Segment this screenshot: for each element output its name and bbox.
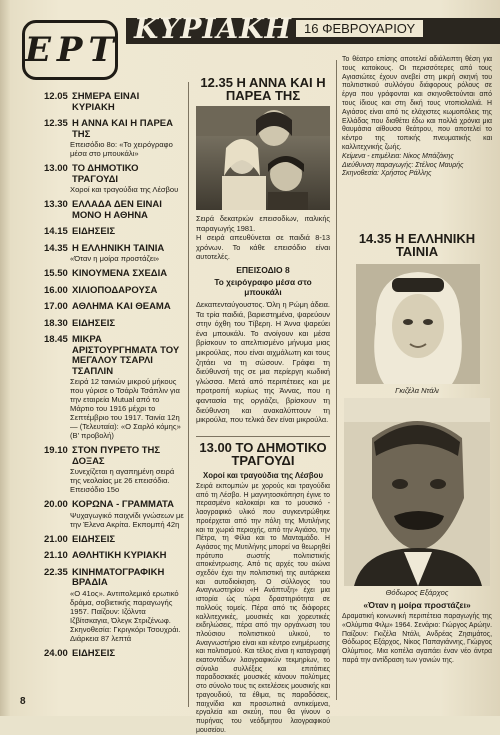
schedule-time-title: ΣΗΜΕΡΑ ΕΙΝΑΙ ΚΥΡΙΑΚΗ [72, 91, 140, 113]
schedule-time-title: ΜΙΚΡΑ ΑΡΙΣΤΟΥΡΓΗΜΑΤΑ ΤΟΥ ΜΕΓΑΛΟΥ ΤΣΑΡΛΙ ΤΣΑΠΛΙΝ [72, 334, 180, 377]
schedule-item [44, 269, 184, 280]
anna-section [196, 76, 330, 102]
schedule-time-title: Η ΕΛΛΗΝΙΚΗ ΤΑΙΝΙΑ [72, 242, 165, 254]
schedule-item [44, 568, 184, 643]
schedule-desc: Ψυχαγωγικό παιχνίδι γνώσεων με την Έλενα Ακρίτα. Εκπομπή 42η [70, 510, 184, 529]
schedule-time: 18.45 [44, 334, 68, 345]
schedule-time: 12.35 [44, 118, 68, 129]
page-binding [0, 0, 10, 716]
dali-photo [356, 264, 480, 384]
schedule-time: 15.50 [44, 268, 68, 279]
schedule-item [44, 649, 184, 660]
schedule-item [44, 92, 184, 113]
schedule-desc: Επεισόδιο 8ο: «Το χειρόγραφο μέσα στο μπουκάλι» [70, 140, 173, 158]
date-label: 16 ΦΕΒΡΟΥΑΡΙΟΥ [296, 20, 423, 37]
exarchos-caption: Θόδωρος Εξάρχος [385, 588, 449, 597]
ert-logo [22, 20, 118, 80]
schedule-time: 13.00 [44, 163, 68, 174]
schedule-time: 21.10 [44, 550, 68, 561]
schedule-item [44, 302, 184, 313]
schedule-item [44, 335, 184, 440]
exarchos-photo [344, 398, 490, 586]
schedule-time-title: ΧΙΛΙΟΠΟΔΑΡΟΥΣΑ [72, 284, 158, 296]
schedule-list [44, 92, 184, 665]
anna-heading: 12.35 Η ΑΝΝΑ ΚΑΙ Η ΠΑΡΕΑ ΤΗΣ [200, 75, 326, 103]
schedule-time: 14.15 [44, 226, 68, 237]
schedule-item [44, 551, 184, 562]
logo-text: ΕΡΤ [25, 30, 120, 70]
anna-photo [196, 106, 330, 210]
anna-intro-text: Σειρά δεκατριών επεισοδίων, ιταλικής παραγωγής 1981. [196, 214, 330, 233]
schedule-time: 20.00 [44, 499, 68, 510]
schedule-desc: Χοροί και τραγούδια της Λέσβου [70, 185, 179, 194]
schedule-item [44, 535, 184, 546]
tainia-section [342, 232, 492, 258]
schedule-desc: Σειρά 12 ταινιών μικρού μήκους που γύρισε ο Τσάρλι Τσάπλιν για την εταιρεία Mutual από το Μάρτιο του 1916 μέχρι το Σεπτέμβριο του 1917. Ταινία 12η — (Τελευταία): «Ο Σαρλό κόμης» (Β' προβολή) [70, 377, 181, 440]
schedule-item [44, 286, 184, 297]
schedule-time-title: ΑΘΛΗΜΑ ΚΑΙ ΘΕΑΜΑ [72, 301, 171, 312]
dimotiko-section [196, 436, 330, 735]
right-top-text [342, 56, 492, 179]
schedule-item [44, 227, 184, 238]
anna-body: Δεκαπενταύγουστος. Όλη η Ρώμη άδεια. Τα τρία παιδιά, βαριεστημένα, ψαρεύουν στην όχθη του Τίβερη. Η Άννα ψαρεύει ένα μπουκάλι. Το ανοίγουν και μέσα βρίσκουν το απελπισμένο μήνυμα μιας μικρούλας, που είναι αιχμάλωτη και τους ζητάει να τη σώσουν. Γράφει τη διεύθυνσή της σε μια περίεργη κωδική γλώσσα. Μετά από περιπέτειες και με προτροπή κυρίως της Άννας, που η φαντασία της οργιάζει, βρίσκουν τη διεύθυνση και ανακαλύπτουν τη μικρούλα, που τελικά δεν είναι μικρούλα. [196, 299, 330, 425]
schedule-time: 16.00 [44, 284, 68, 296]
dimotiko-heading: 13.00 ΤΟ ΔΗΜΟΤΙΚΟ ΤΡΑΓΟΥΔΙ [199, 440, 327, 468]
episode-title: Το χειρόγραφο μέσα στο μπουκάλι [214, 276, 312, 297]
schedule-desc: «Όταν η μοίρα προστάζει» [70, 254, 160, 263]
dali-caption: Γκιζέλα Ντάλι [395, 386, 439, 395]
dimotiko-body: Σειρά εκπομπών με χορούς και τραγούδια από τη Λέσβο. Η μαγνητοσκόπηση έγινε το περασμένο καλοκαίρι και το μουσικό - λαογραφικό υλικό που συγκεντρώθηκε προέρχεται από την πόλη της Μυτιλήνης και τα χωριά περιοχής, από την Αγιάσο, την Πέτρα, τη Φίλια και το Μανταμάδο. Η Αγιάσος της Μυτιλήνης μπορεί να θεωρηθεί πρότυπο σωστής πολιτιστικής αποκέντρωσης. Από τις αρχές του αιώνα σχεδόν έχει την πολιτιστική της αυτάρκεια και αυτοδιοίκηση. Ο σύλλογος του Αναγνωστηρίου «Η Ανάπτυξη» έχει μια ιστορία ώς τώρα δραστηριότητα σε πολλούς τομείς. Πέρα από τις διάφορες καλλιτεχνικές, μουσικές και χορευτικές εκδηλώσεις, πέρα από την οργάνωση του πλούσιου πολιτιστικού υλικού, το Αναγνωστήριο είναι και κέντρο ενημέρωσης και πολιτισμού. Και τέλος είναι η καταγραφή εκατοντάδων λαογραφικών τεκμηρίων, το σύνολο συλλέξεις και επιτόπιες παραδοσιακές μουσικές κάνουν πολύτιμες στο σύνολο τους τις εκτελέσεις μουσικής και τραγουδιού, τα έθιμα, τις παραδόσεις, παιχνίδια και προσωπικά αντικείμενα, εργαλεία και σκεύη, που θα γίνουν ο πυρήνας του νεόδμητου λαογραφικού μουσείου. [196, 483, 330, 734]
schedule-time-title: ΕΙΔΗΣΕΙΣ [72, 647, 116, 659]
schedule-desc: Συνεχίζεται η αγαπημένη σειρά της νεολαίας με 26 επεισόδια. Επεισόδιο 15ο [70, 467, 175, 494]
column-divider [188, 82, 189, 707]
tainia-heading: 14.35 Η ΕΛΛΗΝΙΚΗ ΤΑΙΝΙΑ [358, 231, 476, 259]
tainia-text [342, 600, 492, 666]
theatre-body: Το θέατρο επίσης αποτελεί αδιάλειπτη θέση για τους κατοίκους. Οι περισσότερες από τους Αγιασιώτες έχουν ανεβεί στη μικρή σκηνή του πολιτιστικού συλλόγου διάφορους ρόλους σε έργα που γράφονται και σκηνοθετούνται από τους ίδιους και στη δική τους ντοπιολαλιά. Η Αγιάσος είναι από τις ελάχιστες κωμοπόλεις της Ελλάδας που διαθέτει έδω και πολλά χρόνια μια θαυμάσια αίθουσα θεάτρου, που αποτελεί το κέντρο της τοπικής πνευματικής και καλλιτεχνικής ζωής. [342, 56, 492, 151]
schedule-desc: «Ο 41ος». Αντιπολεμικό ερωτικό δράμα, σοβιετικής παραγωγής 1957. Παίζουν: Ιζόλντα Ιζβίτσκαγια, Όλεγκ Στριζένωφ. Σκηνοθεσία: Γκριγκόρι Τσουχράι. Διάρκεια 87 λεπτά [70, 588, 181, 643]
film-title: «Όταν η μοίρα προστάζει» [363, 600, 471, 610]
schedule-time-title: Η ΑΝΝΑ ΚΑΙ Η ΠΑΡΕΑ ΤΗΣ [72, 118, 173, 140]
column-divider [336, 60, 337, 700]
schedule-item [44, 319, 184, 330]
schedule-item [44, 500, 184, 529]
schedule-item [44, 200, 184, 221]
schedule-time: 12.05 [44, 91, 68, 102]
schedule-time: 22.35 [44, 566, 68, 578]
credits-1: Κείμενα - επιμέλεια: Νίκος Μπάζάκης [342, 152, 454, 160]
dimotiko-subtitle: Χοροί και τραγούδια της Λέσβου [203, 471, 323, 480]
schedule-time: 14.35 [44, 242, 68, 254]
schedule-time-title: ΕΛΛΑΔΑ ΔΕΝ ΕΙΝΑΙ ΜΟΝΟ Η ΑΘΗΝΑ [72, 199, 162, 221]
schedule-time-title: ΑΘΛΗΤΙΚΗ ΚΥΡΙΑΚΗ [72, 550, 167, 561]
schedule-time: 21.00 [44, 533, 68, 545]
schedule-item [44, 244, 184, 264]
schedule-time-title: ΚΙΝΟΥΜΕΝΑ ΣΧΕΔΙΑ [72, 268, 168, 279]
credits-3: Σκηνοθεσία: Χρήστος Ράλλης [342, 170, 432, 178]
schedule-time: 18.30 [44, 317, 68, 329]
schedule-item [44, 119, 184, 158]
tainia-body: Δραματική κοινωνική περιπέτεια παραγωγής της «Ολύμπια Φιλμ» 1964. Σενάριο: Γιώργος Αρώην. Παίζουν: Γκιζέλα Ντάλι, Ανδρέας Ζησιμάτος, Θόδωρος Εξάρχος, Νίκος Παπαγιάννης, Γιώργος Ολύμπιος. Μια κοπέλα αγαπάει έναν νέο άντρα παρά την αντίδραση των γονιών της. [342, 613, 492, 664]
schedule-time-title: ΚΙΝΗΜΑΤΟΓΡΑΦΙΚΗ ΒΡΑΔΙΑ [72, 566, 165, 588]
schedule-time-title: ΚΟΡΩΝΑ - ΓΡΑΜΜΑΤΑ [72, 499, 174, 510]
anna-intro-text-2: Η σειρά απευθύνεται σε παιδιά 8-13 χρόνων. Το κάθε επεισόδιο είναι αυτοτελές. [196, 233, 330, 262]
credits-2: Διεύθυνση παραγωγής: Στέλιος Μαυρής [342, 161, 464, 169]
schedule-item [44, 446, 184, 494]
schedule-time: 17.00 [44, 301, 68, 312]
schedule-time-title: ΤΟ ΔΗΜΟΤΙΚΟ ΤΡΑΓΟΥΔΙ [72, 163, 139, 185]
page-number: 8 [20, 696, 26, 707]
schedule-time: 24.00 [44, 647, 68, 659]
schedule-time: 19.10 [44, 445, 68, 456]
schedule-time-title: ΕΙΔΗΣΕΙΣ [72, 226, 116, 237]
schedule-time: 13.30 [44, 199, 68, 210]
schedule-time-title: ΕΙΔΗΣΕΙΣ [72, 533, 116, 545]
day-title: ΚΥΡΙΑΚΗ [134, 12, 292, 45]
anna-intro [196, 214, 330, 425]
schedule-time-title: ΣΤΟΝ ΠΥΡΕΤΟ ΤΗΣ ΔΟΞΑΣ [72, 445, 161, 467]
schedule-item [44, 164, 184, 194]
schedule-time-title: ΕΙΔΗΣΕΙΣ [72, 317, 116, 329]
episode-label: ΕΠΕΙΣΟΔΙΟ 8 [236, 264, 290, 275]
